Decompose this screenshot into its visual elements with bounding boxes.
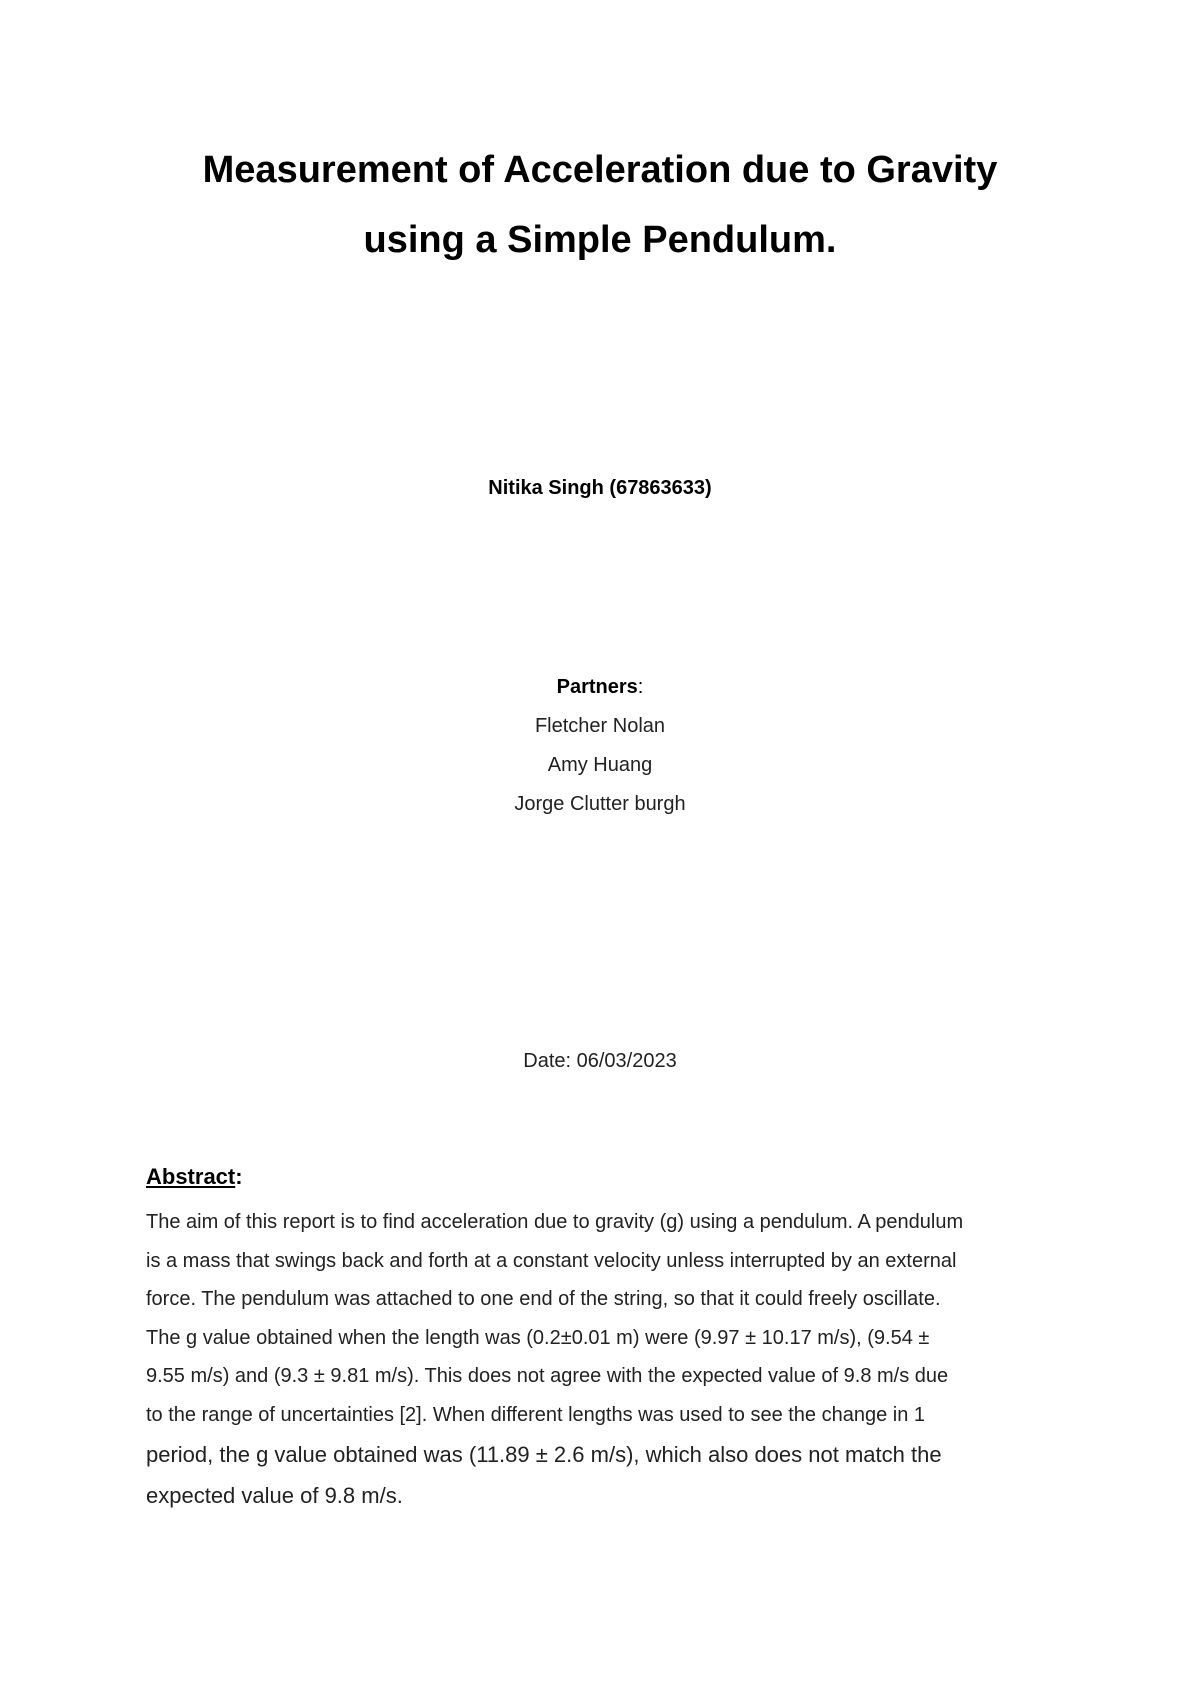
report-title-line-1: Measurement of Acceleration due to Gravity xyxy=(202,149,998,191)
abstract-line: force. The pendulum was attached to one end of the string, so that it could freely oscillate. xyxy=(146,1288,941,1310)
partner-name: Amy Huang xyxy=(547,754,653,776)
abstract-line: expected value of 9.8 m/s. xyxy=(146,1483,403,1508)
partners-heading xyxy=(100,668,1100,707)
partners-colon: : xyxy=(637,676,644,698)
partners-label: Partners xyxy=(556,676,638,698)
abstract-colon: : xyxy=(235,1164,243,1189)
author-name: Nitika Singh (67863633) xyxy=(488,477,712,499)
report-date: Date: 06/03/2023 xyxy=(523,1050,677,1072)
abstract-line: 9.55 m/s) and (9.3 ± 9.81 m/s). This does not agree with the expected value of 9.8 m/s due xyxy=(146,1365,949,1387)
abstract-line: The aim of this report is to find acceleration due to gravity (g) using a pendulum. A pendulum xyxy=(146,1211,964,1233)
partner-name: Fletcher Nolan xyxy=(534,715,666,737)
abstract-body xyxy=(146,1203,1076,1516)
partner-name: Jorge Clutter burgh xyxy=(514,793,686,815)
abstract-heading xyxy=(146,1164,243,1190)
abstract-line: to the range of uncertainties [2]. When different lengths was used to see the change in 1 xyxy=(146,1403,926,1426)
abstract-line: The g value obtained when the length was (0.2±0.01 m) were (9.97 ± 10.17 m/s), (9.54 ± xyxy=(146,1326,930,1349)
abstract-line: period, the g value obtained was (11.89 ± 2.6 m/s), which also does not match the xyxy=(146,1442,942,1467)
report-title-line-2: using a Simple Pendulum. xyxy=(363,219,837,261)
partners-section xyxy=(100,668,1100,824)
abstract-label: Abstract xyxy=(146,1164,236,1189)
abstract-line: is a mass that swings back and forth at a constant velocity unless interrupted by an external xyxy=(146,1249,957,1272)
